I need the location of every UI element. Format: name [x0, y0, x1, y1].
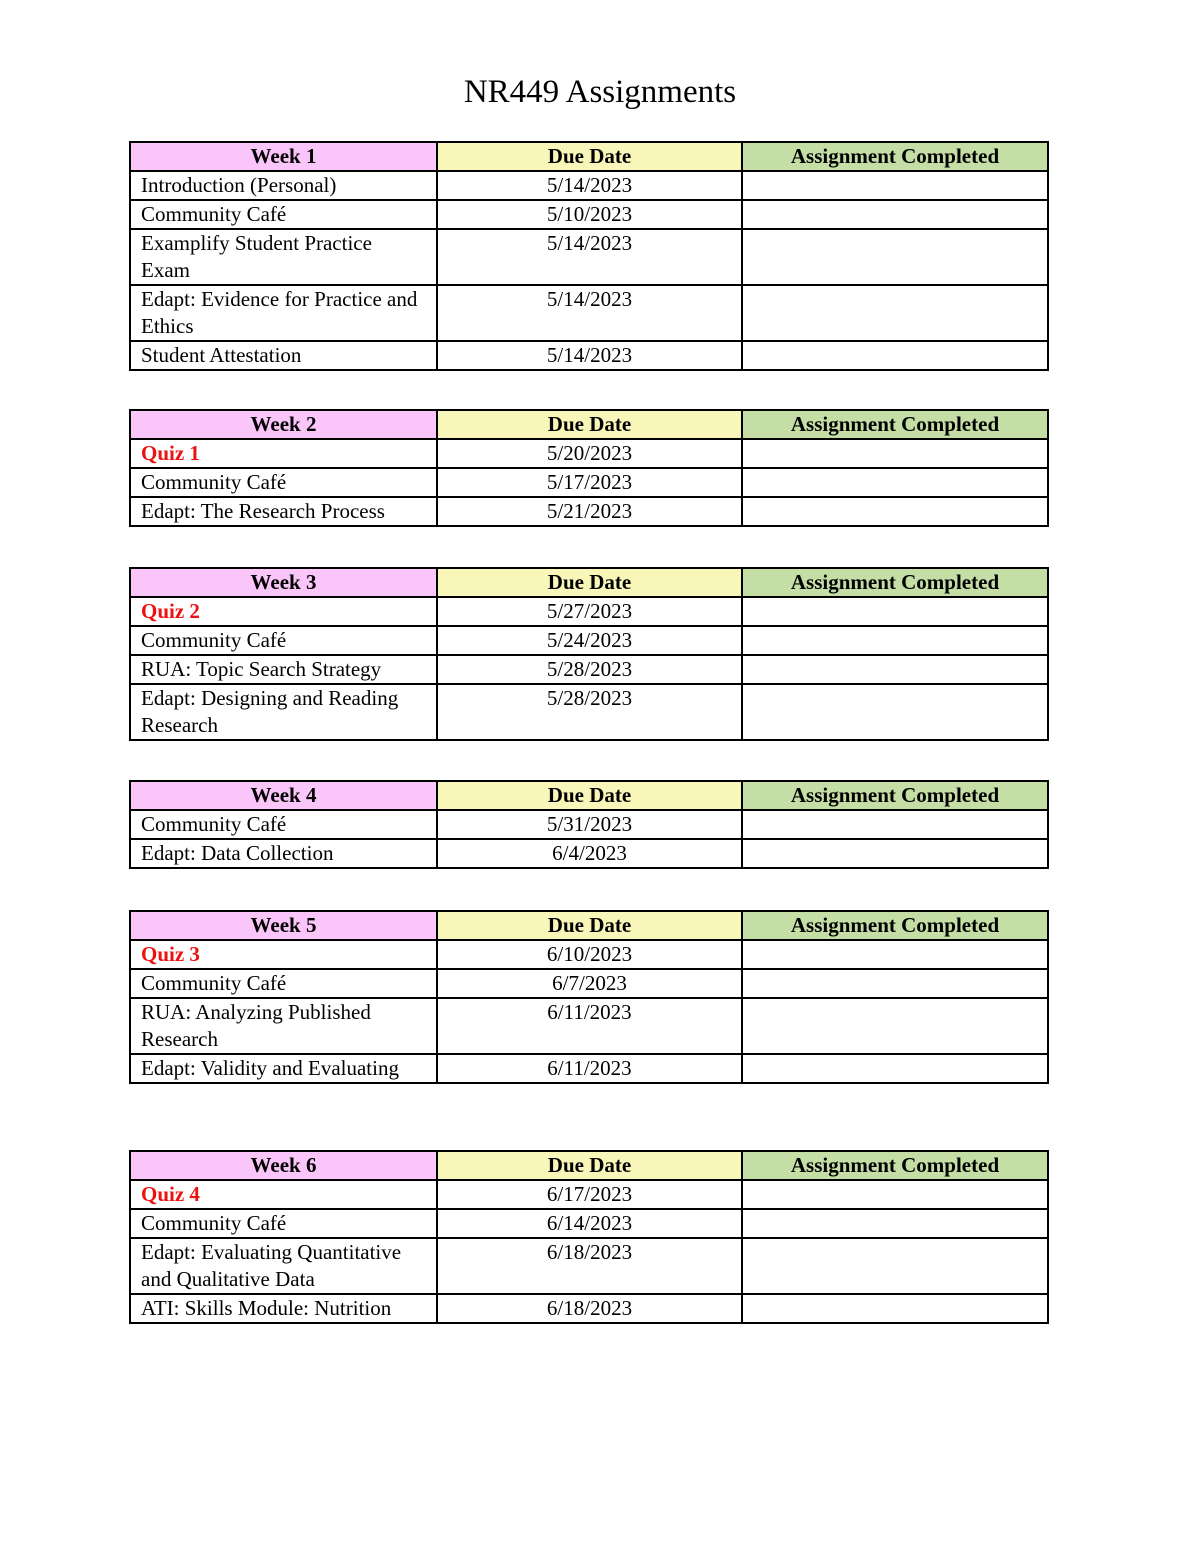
table-row	[130, 1180, 1048, 1209]
due-date: 5/28/2023	[437, 655, 742, 684]
assignment-name: Quiz 4	[130, 1180, 437, 1209]
assignment-name: RUA: Analyzing Published Research	[130, 998, 437, 1054]
table-row	[130, 497, 1048, 526]
table-row	[130, 468, 1048, 497]
table-header-row	[130, 781, 1048, 810]
table-row	[130, 1294, 1048, 1323]
table-row	[130, 439, 1048, 468]
page-title: NR449 Assignments	[463, 74, 737, 110]
week-label: Week 2	[130, 410, 437, 439]
assignment-name: Community Café	[130, 1209, 437, 1238]
assignment-name: Edapt: Evidence for Practice and Ethics	[130, 285, 437, 341]
table-header-row	[130, 410, 1048, 439]
due-date: 5/10/2023	[437, 200, 742, 229]
due-date: 5/14/2023	[437, 171, 742, 200]
week-table	[129, 567, 1049, 741]
table-row	[130, 940, 1048, 969]
due-date: 6/11/2023	[437, 1054, 742, 1083]
assignment-name: Community Café	[130, 969, 437, 998]
week-table	[129, 141, 1049, 371]
assignment-name: Edapt: Data Collection	[130, 839, 437, 868]
due-date: 6/11/2023	[437, 998, 742, 1054]
table-row	[130, 998, 1048, 1054]
completed-cell[interactable]	[742, 940, 1048, 969]
week-label: Week 5	[130, 911, 437, 940]
due-date: 5/28/2023	[437, 684, 742, 740]
assignment-completed-header: Assignment Completed	[742, 410, 1048, 439]
completed-cell[interactable]	[742, 1238, 1048, 1294]
week-label: Week 3	[130, 568, 437, 597]
completed-cell[interactable]	[742, 497, 1048, 526]
due-date: 6/18/2023	[437, 1238, 742, 1294]
completed-cell[interactable]	[742, 285, 1048, 341]
completed-cell[interactable]	[742, 1054, 1048, 1083]
assignment-name: Student Attestation	[130, 341, 437, 370]
due-date: 6/4/2023	[437, 839, 742, 868]
due-date-header: Due Date	[437, 142, 742, 171]
due-date-header: Due Date	[437, 1151, 742, 1180]
due-date: 6/7/2023	[437, 969, 742, 998]
table-header-row	[130, 911, 1048, 940]
due-date: 6/17/2023	[437, 1180, 742, 1209]
completed-cell[interactable]	[742, 200, 1048, 229]
completed-cell[interactable]	[742, 839, 1048, 868]
table-header-row	[130, 142, 1048, 171]
completed-cell[interactable]	[742, 597, 1048, 626]
assignment-name: Community Café	[130, 810, 437, 839]
due-date: 5/24/2023	[437, 626, 742, 655]
due-date: 5/31/2023	[437, 810, 742, 839]
assignment-name: Examplify Student Practice Exam	[130, 229, 437, 285]
completed-cell[interactable]	[742, 969, 1048, 998]
completed-cell[interactable]	[742, 684, 1048, 740]
table-row	[130, 1054, 1048, 1083]
due-date: 5/14/2023	[437, 341, 742, 370]
due-date-header: Due Date	[437, 911, 742, 940]
completed-cell[interactable]	[742, 998, 1048, 1054]
table-row	[130, 597, 1048, 626]
completed-cell[interactable]	[742, 810, 1048, 839]
table-row	[130, 839, 1048, 868]
assignment-completed-header: Assignment Completed	[742, 1151, 1048, 1180]
week-table	[129, 780, 1049, 869]
week-table	[129, 409, 1049, 527]
table-row	[130, 285, 1048, 341]
completed-cell[interactable]	[742, 626, 1048, 655]
due-date-header: Due Date	[437, 410, 742, 439]
table-row	[130, 684, 1048, 740]
completed-cell[interactable]	[742, 341, 1048, 370]
due-date: 5/14/2023	[437, 285, 742, 341]
completed-cell[interactable]	[742, 439, 1048, 468]
week-label: Week 1	[130, 142, 437, 171]
week-label: Week 4	[130, 781, 437, 810]
completed-cell[interactable]	[742, 1209, 1048, 1238]
assignment-name: Quiz 3	[130, 940, 437, 969]
assignment-name: Community Café	[130, 200, 437, 229]
assignment-completed-header: Assignment Completed	[742, 781, 1048, 810]
completed-cell[interactable]	[742, 1180, 1048, 1209]
assignment-name: ATI: Skills Module: Nutrition	[130, 1294, 437, 1323]
assignment-name: Community Café	[130, 468, 437, 497]
assignment-name: Edapt: Validity and Evaluating	[130, 1054, 437, 1083]
completed-cell[interactable]	[742, 1294, 1048, 1323]
due-date: 6/10/2023	[437, 940, 742, 969]
assignment-name: Edapt: The Research Process	[130, 497, 437, 526]
assignment-name: Edapt: Designing and Reading Research	[130, 684, 437, 740]
assignment-name: Quiz 1	[130, 439, 437, 468]
due-date: 5/21/2023	[437, 497, 742, 526]
assignment-completed-header: Assignment Completed	[742, 142, 1048, 171]
week-table	[129, 910, 1049, 1084]
table-row	[130, 341, 1048, 370]
table-row	[130, 171, 1048, 200]
week-label: Week 6	[130, 1151, 437, 1180]
due-date: 5/20/2023	[437, 439, 742, 468]
due-date-header: Due Date	[437, 781, 742, 810]
assignment-name: Introduction (Personal)	[130, 171, 437, 200]
table-row	[130, 1209, 1048, 1238]
completed-cell[interactable]	[742, 655, 1048, 684]
table-header-row	[130, 1151, 1048, 1180]
due-date: 5/14/2023	[437, 229, 742, 285]
completed-cell[interactable]	[742, 171, 1048, 200]
due-date: 5/17/2023	[437, 468, 742, 497]
due-date: 5/27/2023	[437, 597, 742, 626]
completed-cell[interactable]	[742, 229, 1048, 285]
table-row	[130, 626, 1048, 655]
table-row	[130, 1238, 1048, 1294]
table-row	[130, 229, 1048, 285]
week-table	[129, 1150, 1049, 1324]
table-header-row	[130, 568, 1048, 597]
assignment-name: Edapt: Evaluating Quantitative and Qualitative Data	[130, 1238, 437, 1294]
assignment-name: RUA: Topic Search Strategy	[130, 655, 437, 684]
due-date: 6/18/2023	[437, 1294, 742, 1323]
table-row	[130, 200, 1048, 229]
due-date-header: Due Date	[437, 568, 742, 597]
table-row	[130, 655, 1048, 684]
due-date: 6/14/2023	[437, 1209, 742, 1238]
assignment-completed-header: Assignment Completed	[742, 911, 1048, 940]
assignment-completed-header: Assignment Completed	[742, 568, 1048, 597]
assignment-name: Community Café	[130, 626, 437, 655]
table-row	[130, 810, 1048, 839]
completed-cell[interactable]	[742, 468, 1048, 497]
assignment-name: Quiz 2	[130, 597, 437, 626]
table-row	[130, 969, 1048, 998]
